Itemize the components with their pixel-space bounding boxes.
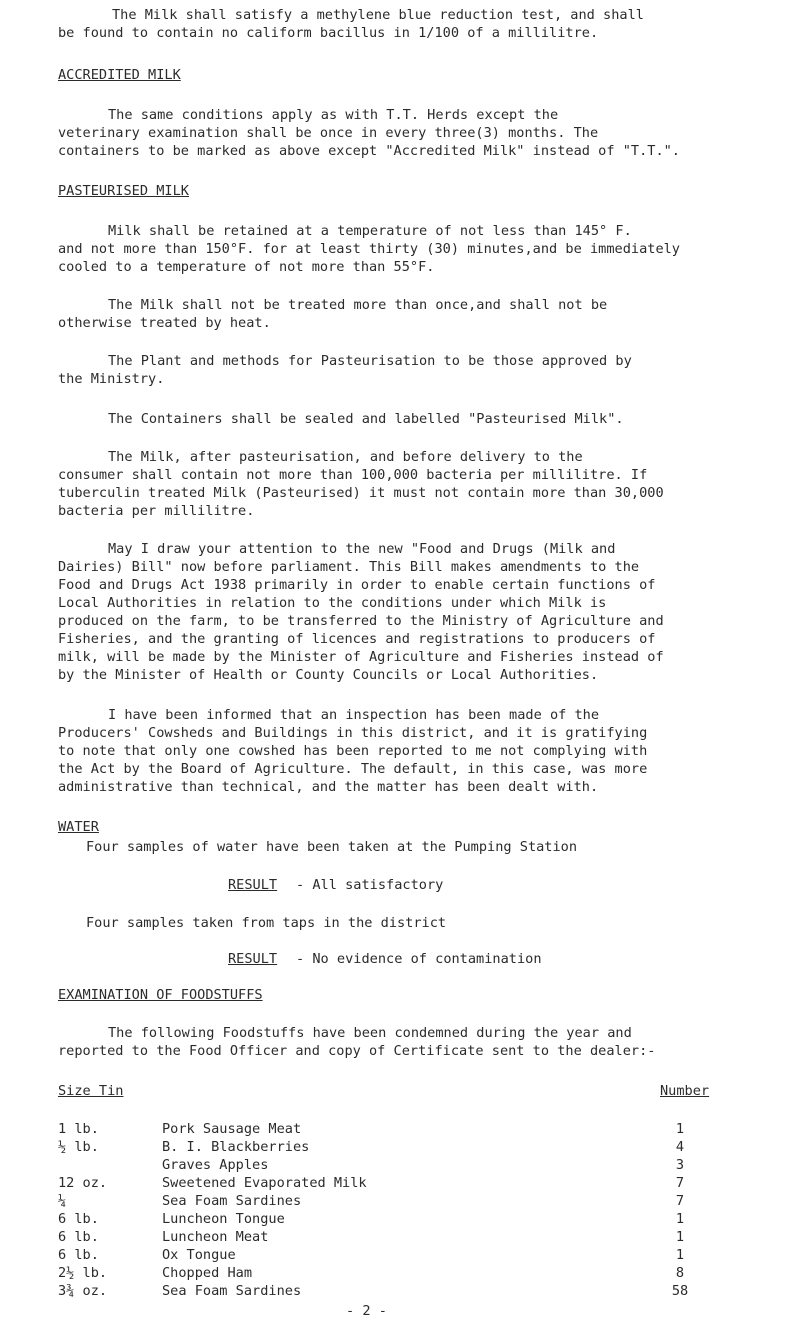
table-row-item: Sea Foam Sardines [162, 1283, 302, 1299]
pasteurised-p3-line-1: The Plant and methods for Pasteurisation to be those approved by [108, 353, 632, 369]
column-header-number: Number [660, 1083, 710, 1099]
water-result-1-text: - All satisfactory [296, 877, 444, 893]
pasteurised-p1-line-2: and not more than 150°F. for at least thirty (30) minutes,and be immediately [58, 241, 680, 257]
pasteurised-p6-line-3: Food and Drugs Act 1938 primarily in order to enable certain functions of [58, 577, 656, 593]
pasteurised-p5-line-1: The Milk, after pasteurisation, and before delivery to the [108, 449, 583, 465]
table-row-item: Sea Foam Sardines [162, 1193, 302, 1209]
pasteurised-p7-line-1: I have been informed that an inspection has been made of the [108, 707, 600, 723]
table-row-item: Chopped Ham [162, 1265, 253, 1281]
pasteurised-p6-line-5: produced on the farm, to be transferred to the Ministry of Agriculture and [58, 613, 664, 629]
page-number: - 2 - [346, 1303, 387, 1319]
table-row-number: 3 [675, 1157, 685, 1173]
table-row-number: 1 [675, 1229, 685, 1245]
accredited-line-3: containers to be marked as above except "Accredited Milk" instead of "T.T.". [58, 143, 680, 159]
intro-line-2: be found to contain no caliform bacillus in 1/100 of a millilitre. [58, 25, 599, 41]
foodstuffs-line-1: The following Foodstuffs have been condemned during the year and [108, 1025, 632, 1041]
water-result-1-label: RESULT [228, 877, 278, 893]
accredited-line-1: The same conditions apply as with T.T. Herds except the [108, 107, 559, 123]
table-row-item: Ox Tongue [162, 1247, 236, 1263]
table-row-number: 1 [675, 1211, 685, 1227]
table-row-size: 6 lb. [58, 1229, 99, 1245]
pasteurised-p5-line-3: tuberculin treated Milk (Pasteurised) it must not contain more than 30,000 [58, 485, 664, 501]
pasteurised-p7-line-2: Producers' Cowsheds and Buildings in this district, and it is gratifying [58, 725, 648, 741]
pasteurised-p2-line-1: The Milk shall not be treated more than once,and shall not be [108, 297, 608, 313]
pasteurised-p5-line-2: consumer shall contain not more than 100,000 bacteria per millilitre. If [58, 467, 648, 483]
pasteurised-p6-line-6: Fisheries, and the granting of licences and registrations to producers of [58, 631, 656, 647]
table-row-size: ½ lb. [58, 1139, 99, 1155]
table-row-size: 6 lb. [58, 1247, 99, 1263]
water-result-2-label: RESULT [228, 951, 278, 967]
pasteurised-p7-line-5: administrative than technical, and the matter has been dealt with. [58, 779, 599, 795]
table-row-number: 58 [671, 1283, 689, 1299]
accredited-heading: ACCREDITED MILK [58, 67, 181, 83]
water-line-2: Four samples taken from taps in the district [86, 915, 447, 931]
pasteurised-heading: PASTEURISED MILK [58, 183, 189, 199]
accredited-line-2: veterinary examination shall be once in every three(3) months. The [58, 125, 599, 141]
table-row-number: 8 [675, 1265, 685, 1281]
table-row-item: Pork Sausage Meat [162, 1121, 302, 1137]
pasteurised-p7-line-4: the Act by the Board of Agriculture. The default, in this case, was more [58, 761, 648, 777]
table-row-size: 12 oz. [58, 1175, 108, 1191]
foodstuffs-heading: EXAMINATION OF FOODSTUFFS [58, 987, 263, 1003]
table-row-item: Luncheon Meat [162, 1229, 269, 1245]
table-row-number: 1 [675, 1121, 685, 1137]
table-row-size: 1 lb. [58, 1121, 99, 1137]
pasteurised-p7-line-3: to note that only one cowshed has been reported to me not complying with [58, 743, 648, 759]
pasteurised-p2-line-2: otherwise treated by heat. [58, 315, 271, 331]
foodstuffs-line-2: reported to the Food Officer and copy of Certificate sent to the dealer:- [58, 1043, 656, 1059]
table-row-item: Graves Apples [162, 1157, 269, 1173]
pasteurised-p1-line-3: cooled to a temperature of not more than 55°F. [58, 259, 435, 275]
table-row-number: 7 [675, 1193, 685, 1209]
pasteurised-p6-line-1: May I draw your attention to the new "Food and Drugs (Milk and [108, 541, 616, 557]
table-row-number: 4 [675, 1139, 685, 1155]
table-row-number: 1 [675, 1247, 685, 1263]
pasteurised-p4-line-1: The Containers shall be sealed and labelled "Pasteurised Milk". [108, 411, 624, 427]
table-row-size: 3¾ oz. [58, 1283, 108, 1299]
pasteurised-p5-line-4: bacteria per millilitre. [58, 503, 255, 519]
water-result-2-text: - No evidence of contamination [296, 951, 542, 967]
pasteurised-p6-line-2: Dairies) Bill" now before parliament. This Bill makes amendments to the [58, 559, 640, 575]
water-heading: WATER [58, 819, 99, 835]
column-header-size: Size Tin [58, 1083, 124, 1099]
table-row-item: Luncheon Tongue [162, 1211, 285, 1227]
pasteurised-p3-line-2: the Ministry. [58, 371, 165, 387]
table-row-item: B. I. Blackberries [162, 1139, 310, 1155]
table-row-size: ¼ [58, 1193, 67, 1209]
pasteurised-p6-line-8: by the Minister of Health or County Councils or Local Authorities. [58, 667, 599, 683]
table-row-size: 6 lb. [58, 1211, 99, 1227]
table-row-size: 2½ lb. [58, 1265, 108, 1281]
intro-line-1: The Milk shall satisfy a methylene blue reduction test, and shall [112, 7, 644, 23]
pasteurised-p6-line-4: Local Authorities in relation to the conditions under which Milk is [58, 595, 607, 611]
table-row-item: Sweetened Evaporated Milk [162, 1175, 367, 1191]
table-row-number: 7 [675, 1175, 685, 1191]
water-line-1: Four samples of water have been taken at the Pumping Station [86, 839, 578, 855]
pasteurised-p6-line-7: milk, will be made by the Minister of Agriculture and Fisheries instead of [58, 649, 664, 665]
pasteurised-p1-line-1: Milk shall be retained at a temperature of not less than 145° F. [108, 223, 632, 239]
